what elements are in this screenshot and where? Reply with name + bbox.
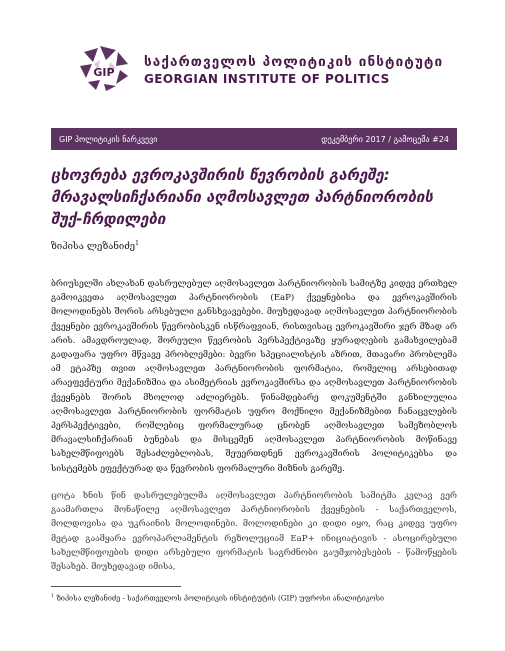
gip-logo-icon bbox=[78, 44, 130, 92]
author bbox=[51, 240, 139, 252]
footnote-divider bbox=[51, 586, 181, 587]
author-name: ზიჰისა ლეზანიძე bbox=[51, 241, 136, 253]
series-label: GIP პოლიტიკის ნარკვევი bbox=[59, 134, 158, 144]
footnote-mark: 1 bbox=[51, 593, 55, 599]
footnote-text: ზიჰისა ლეზანიძე - საქართველოს პოლიტიკის ინსტიტუტის (GIP) უფროსი ანალიტიკოსი bbox=[56, 593, 384, 603]
org-name-english: GEORGIAN INSTITUTE OF POLITICS bbox=[144, 72, 390, 86]
footnote bbox=[51, 593, 457, 602]
page-title: ცხოვრება ევროკავშირის წევრობის გარეშე: მრავალსიჩქარიანი აღმოსავლეთ პარტნიორობის შუქ-ჩრდილები bbox=[51, 166, 433, 228]
org-name-georgian: საქართველოს პოლიტიკის ინსტიტუტი bbox=[144, 54, 444, 70]
body-paragraph: ცოტა ხნის წინ დასრულებულმა აღმოსავლეთ პარტნიორობის სამიტმა კვლავ ვერ გაამართლა მონაწილე აღმოსავლეთ პარტნიორობის ქვეყნების - საქართველოს, მოლდოვისა და უკრაინის მოლოდინები. მოლოდინები კი დიდი იყო, რაც კიდევ უფრო მეტად გაამყარა ევროპარლამენტის რეზოლუციამ EaP+ ინიციატივის - ასოცირებული სახელმწიფოების დიდი არსებული ფორმატის საგრძნობი გაუმჯობესების - წამოწყების შესახებ. მიუხედავად იმისა, bbox=[51, 491, 457, 573]
series-band bbox=[51, 128, 457, 150]
abstract-paragraph: ბრიუსელში ახლახან დასრულებულ აღმოსავლეთ პარტნიორობის სამიტზე კიდევ ერთხელ გამოიკვეთა აღმოსავლეთ პარტნიორობის (EaP) ქვეყნებისა და ევროკავშირის მოლოდინებს შორის არსებული განსხვავებები. მიუხედავად აღმოსავლეთ პარტნიორობის ქვეყნები ევროკავშირის წევრობისკენ ისწრაფვიან, რისთვისაც ევროკავშირი ჯერ მზად არ არის. ამავდროულად, შორეული წევრობის პერსპექტივაზე ყურადღების გამახვილებამ გადაფარა უფრო მწვავე პრობლემები: ბევრი სპეციალისტის აზრით, მთავარი პრობლემა ამ ეტაპზე თვით აღმოსავლეთ პარტნიორობის ფორმატია, რომელიც არსებითად არაეფექტური მექანიზმია და ასიმეტრიას ევროკავშირსა და აღმოსავლეთ პარტნიორობის ქვეყნებს შორის მხოლოდ აძლიერებს. წინამდებარე დოკუმენტში განხილულია აღმოსავლეთ პარტნიორობის ფორმატის უფრო მოქნილი მექანიზმებით ჩანაცვლების პერსპექტივები, რომლებიც ფორმალურად ცნობენ აღმოსავლეთ სამეზობლოს მრავალსიჩქარიან ბუნებას და მისცემენ აღმოსავლეთ პარტნიორობის მოწინავე სახელმწიფოებს შესაძლებლობას, შეუერთდნენ ევროკავშირის პოლიტიკებსა და სისტემებს ეფექტურად და წევრობის ფორმალური მიზნის გარეშე. bbox=[51, 279, 457, 474]
svg-text:GIP: GIP bbox=[93, 66, 115, 79]
issue-date: დეკემბერი 2017 / გამოცემა #24 bbox=[321, 134, 449, 144]
author-footnote-mark: 1 bbox=[135, 240, 139, 247]
header bbox=[0, 0, 505, 128]
org-name bbox=[144, 54, 443, 86]
